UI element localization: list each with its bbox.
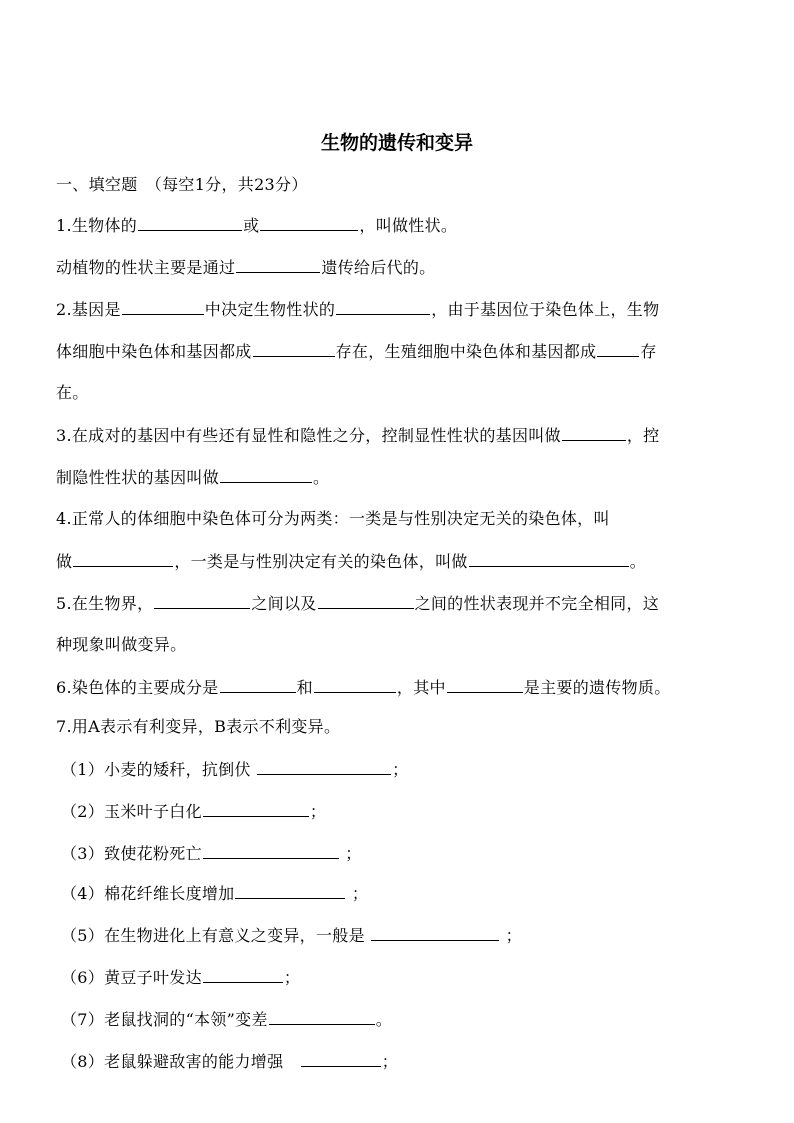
question-text: 中决定生物性状的 (204, 300, 336, 319)
question-text: ，叫做性状。 (359, 216, 458, 235)
item-text: （1）小麦的矮秆，抗倒伏 (61, 760, 257, 779)
question-5-line-2 (56, 632, 742, 658)
question-text: 存在，生殖细胞中染色体和基因都成 (335, 342, 597, 361)
question-6 (56, 674, 742, 701)
question-1-part-2 (56, 254, 742, 281)
question-text: 4.正常人的体细胞中染色体可分为两类：一类是与性别决定无关的染色体，叫 (56, 509, 610, 528)
item-text: （3）致使花粉死亡 (61, 844, 202, 863)
answer-blank[interactable] (203, 798, 309, 817)
question-text: 存 (640, 342, 657, 361)
answer-blank[interactable] (236, 254, 320, 273)
question-7-item (61, 798, 747, 825)
answer-blank[interactable] (371, 922, 499, 941)
answer-blank[interactable] (597, 338, 639, 357)
question-3-line-2 (56, 464, 742, 491)
question-text: 是主要的遗传物质。 (523, 678, 671, 697)
item-text: （5）在生物进化上有意义之变异，一般是 (61, 926, 371, 945)
item-end: ； (381, 1052, 398, 1071)
answer-blank[interactable] (469, 548, 629, 567)
item-end: ； (392, 760, 409, 779)
answer-blank[interactable] (203, 840, 339, 859)
question-7-item (61, 840, 747, 867)
question-text: 6.染色体的主要成分是 (56, 678, 219, 697)
question-7-item (61, 880, 747, 907)
question-text: ，一类是与性别决定有关的染色体，叫做 (174, 552, 468, 571)
item-end: ； (346, 884, 369, 903)
question-text: 做 (56, 552, 73, 571)
question-text: 体细胞中染色体和基因都成 (56, 342, 252, 361)
answer-blank[interactable] (447, 674, 523, 693)
question-3-line-1 (56, 422, 742, 449)
answer-blank[interactable] (314, 674, 396, 693)
item-text: （7）老鼠找洞的“本领”变差 (61, 1010, 268, 1029)
answer-blank[interactable] (235, 880, 345, 899)
item-end: ； (339, 844, 362, 863)
question-text: 动植物的性状主要是通过 (56, 258, 236, 277)
answer-blank[interactable] (253, 338, 335, 357)
question-text: 或 (243, 216, 260, 235)
answer-blank[interactable] (73, 548, 173, 567)
answer-blank[interactable] (301, 1048, 381, 1067)
question-7-intro (56, 714, 742, 740)
item-text: （2）玉米叶子白化 (61, 802, 202, 821)
answer-blank[interactable] (260, 212, 358, 231)
answer-blank[interactable] (562, 422, 626, 441)
answer-blank[interactable] (220, 464, 312, 483)
section-heading (56, 172, 742, 198)
question-2-line-1 (56, 296, 742, 323)
answer-blank[interactable] (257, 756, 391, 775)
question-text: 种现象叫做变异。 (56, 635, 187, 654)
question-text: 1.生物体的 (56, 216, 138, 235)
answer-blank[interactable] (220, 674, 296, 693)
item-end: 。 (375, 1010, 393, 1029)
item-end: ； (283, 968, 301, 987)
answer-blank[interactable] (269, 1006, 375, 1025)
question-text: 。 (629, 552, 647, 571)
question-text: 3.在成对的基因中有些还有显性和隐性之分，控制显性性状的基因叫做 (56, 426, 561, 445)
question-text: 之间以及 (251, 594, 317, 613)
question-2-line-3 (56, 380, 742, 406)
answer-blank[interactable] (318, 590, 414, 609)
question-7-item (61, 1006, 747, 1033)
question-text: 。 (313, 468, 330, 487)
question-text: ，由于基因位于染色体上，生物 (431, 300, 660, 319)
question-4-line-1 (56, 506, 742, 532)
question-text: 制隐性性状的基因叫做 (56, 468, 220, 487)
item-text: （8）老鼠躲避敌害的能力增强 (61, 1052, 300, 1071)
question-text: ，其中 (396, 678, 446, 697)
question-text: 和 (296, 678, 313, 697)
question-text: 7.用A表示有利变异，B表示不利变异。 (56, 717, 341, 736)
question-7-item (61, 1048, 747, 1075)
answer-blank[interactable] (203, 964, 283, 983)
question-5-line-1 (56, 590, 742, 617)
answer-blank[interactable] (336, 296, 430, 315)
item-end: ； (500, 926, 522, 945)
question-2-line-2 (56, 338, 742, 365)
question-4-line-2 (56, 548, 742, 575)
answer-blank[interactable] (138, 212, 242, 231)
answer-blank[interactable] (122, 296, 204, 315)
question-1 (56, 212, 742, 239)
item-text: （4）棉花纤维长度增加 (61, 884, 235, 903)
question-text: ，控 (626, 426, 660, 445)
question-text: 之间的性状表现并不完全相同，这 (414, 594, 660, 613)
question-7-item (61, 964, 747, 991)
section-heading-text: 一、填空题 （每空1分，共23分） (56, 175, 308, 194)
question-text: 在。 (56, 383, 89, 402)
question-7-item (61, 922, 747, 949)
page-title: 生物的遗传和变异 (320, 132, 473, 154)
item-text: （6）黄豆子叶发达 (61, 968, 202, 987)
question-text: 5.在生物界， (56, 594, 154, 613)
question-7-item (61, 756, 747, 783)
question-text: 遗传给后代的。 (321, 258, 436, 277)
answer-blank[interactable] (154, 590, 250, 609)
item-end: ； (309, 802, 327, 821)
question-text: 2.基因是 (56, 300, 121, 319)
